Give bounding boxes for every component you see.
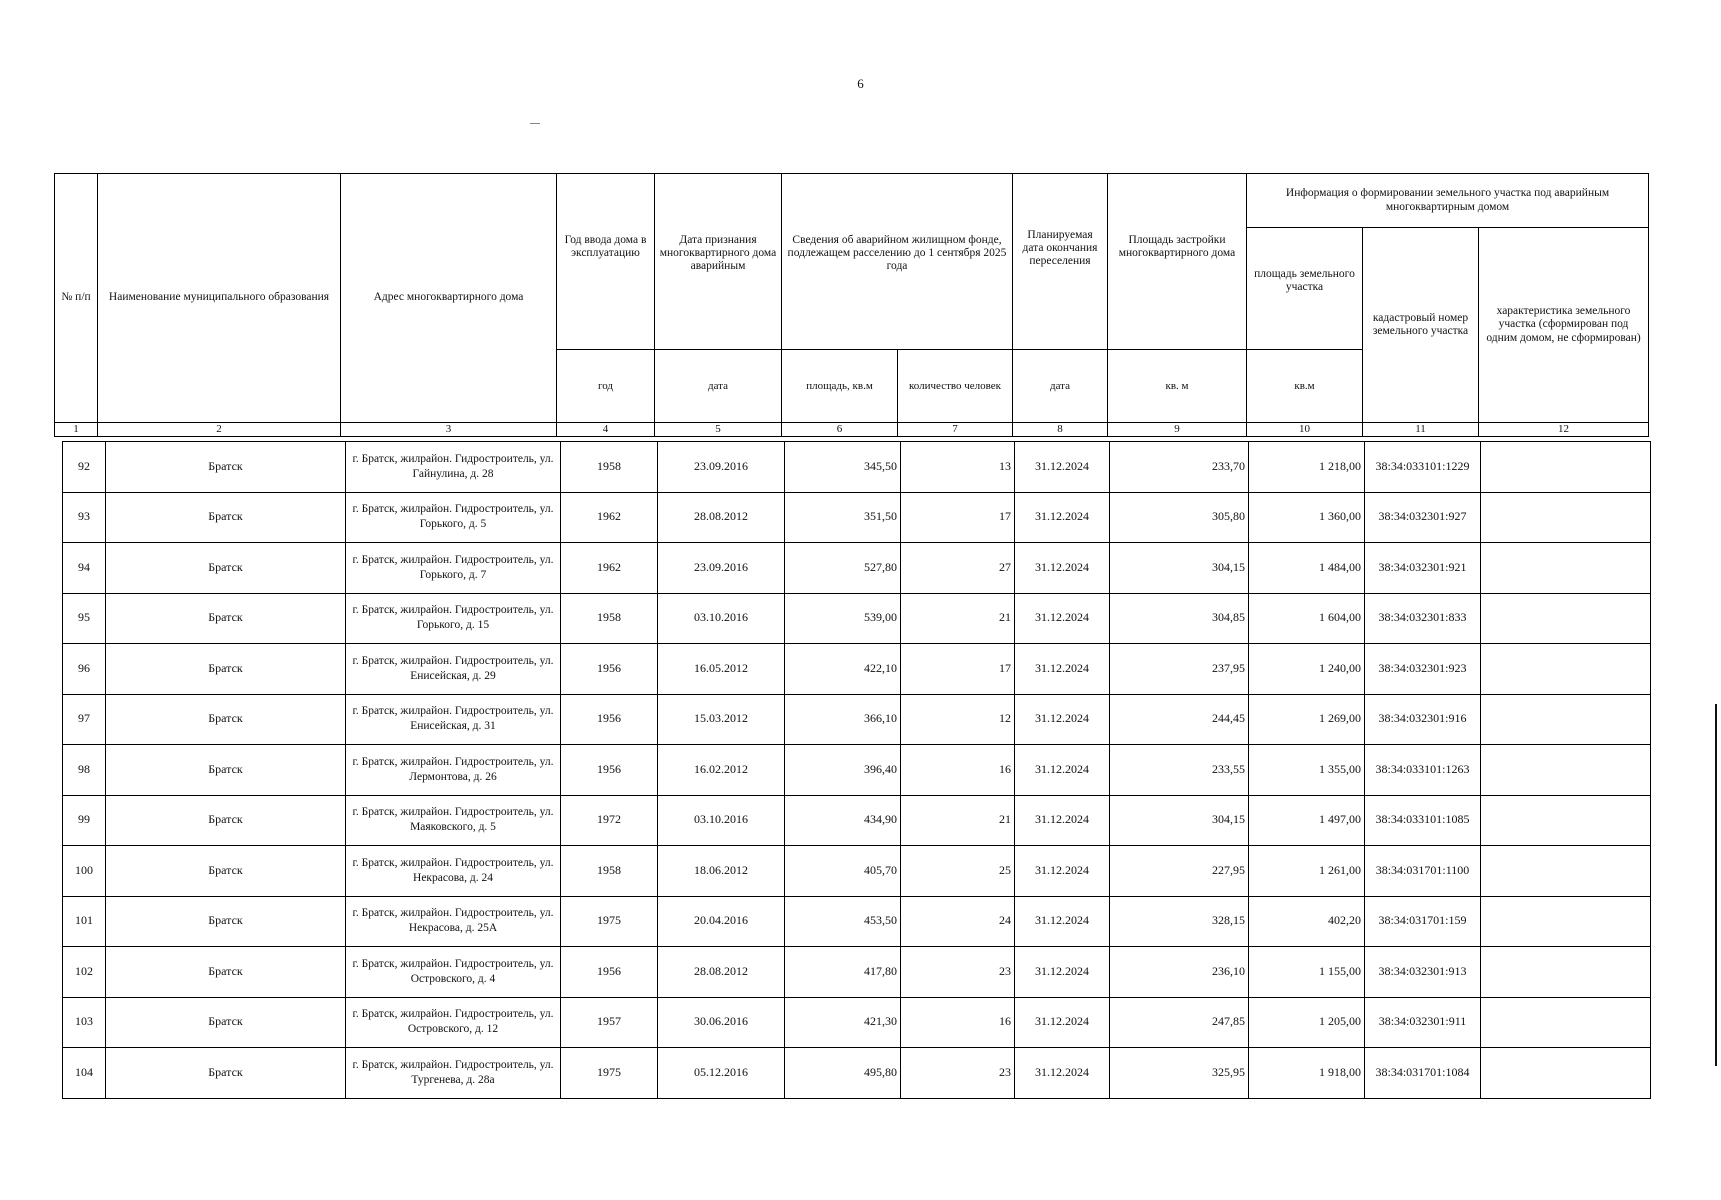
address-cell: г. Братск, жилрайон. Гидростроитель, ул. Некрасова, д. 24 — [346, 846, 561, 897]
land-characteristic-cell — [1481, 795, 1651, 846]
year-cell: 1956 — [561, 694, 658, 745]
cadastral-number-cell: 38:34:032301:833 — [1365, 593, 1481, 644]
unit-building-area: кв. м — [1108, 350, 1247, 423]
cadastral-number-cell: 38:34:033101:1085 — [1365, 795, 1481, 846]
row-number: 93 — [63, 492, 106, 543]
cadastral-number-cell: 38:34:032301:916 — [1365, 694, 1481, 745]
emergency-area-cell: 421,30 — [785, 997, 901, 1048]
data-table — [62, 441, 1651, 1099]
people-count-cell: 24 — [901, 896, 1015, 947]
column-number: 1 — [55, 423, 98, 437]
land-characteristic-cell — [1481, 492, 1651, 543]
row-number: 94 — [63, 543, 106, 594]
address-cell: г. Братск, жилрайон. Гидростроитель, ул. Енисейская, д. 31 — [346, 694, 561, 745]
emergency-area-cell: 366,10 — [785, 694, 901, 745]
building-area-cell: 244,45 — [1110, 694, 1249, 745]
land-characteristic-cell — [1481, 947, 1651, 998]
column-number: 5 — [655, 423, 782, 437]
land-area-cell: 1 497,00 — [1249, 795, 1365, 846]
header-num: № п/п — [55, 174, 98, 423]
year-cell: 1956 — [561, 947, 658, 998]
column-number: 3 — [341, 423, 557, 437]
municipality-cell: Братск — [106, 543, 346, 594]
planned-date-cell: 31.12.2024 — [1015, 1048, 1110, 1099]
cadastral-number-cell: 38:34:033101:1229 — [1365, 442, 1481, 493]
land-area-cell: 1 155,00 — [1249, 947, 1365, 998]
recognition-date-cell: 15.03.2012 — [658, 694, 785, 745]
municipality-cell: Братск — [106, 896, 346, 947]
unit-planned-date: дата — [1013, 350, 1108, 423]
building-area-cell: 328,15 — [1110, 896, 1249, 947]
header-municipality: Наименование муниципального образования — [98, 174, 341, 423]
table-row — [63, 442, 1651, 493]
emergency-area-cell: 351,50 — [785, 492, 901, 543]
land-characteristic-cell — [1481, 543, 1651, 594]
building-area-cell: 304,15 — [1110, 795, 1249, 846]
recognition-date-cell: 20.04.2016 — [658, 896, 785, 947]
address-cell: г. Братск, жилрайон. Гидростроитель, ул. Некрасова, д. 25А — [346, 896, 561, 947]
land-characteristic-cell — [1481, 896, 1651, 947]
recognition-date-cell: 05.12.2016 — [658, 1048, 785, 1099]
header-recognition-date: Дата признания многоквартирного дома аварийным — [655, 174, 782, 350]
table-row — [63, 896, 1651, 947]
recognition-date-cell: 18.06.2012 — [658, 846, 785, 897]
people-count-cell: 23 — [901, 947, 1015, 998]
year-cell: 1958 — [561, 846, 658, 897]
municipality-cell: Братск — [106, 694, 346, 745]
planned-date-cell: 31.12.2024 — [1015, 492, 1110, 543]
year-cell: 1957 — [561, 997, 658, 1048]
address-cell: г. Братск, жилрайон. Гидростроитель, ул. Горького, д. 7 — [346, 543, 561, 594]
scan-mark — [530, 123, 540, 124]
recognition-date-cell: 28.08.2012 — [658, 947, 785, 998]
planned-date-cell: 31.12.2024 — [1015, 795, 1110, 846]
municipality-cell: Братск — [106, 593, 346, 644]
address-cell: г. Братск, жилрайон. Гидростроитель, ул. Островского, д. 4 — [346, 947, 561, 998]
municipality-cell: Братск — [106, 492, 346, 543]
land-area-cell: 1 240,00 — [1249, 644, 1365, 695]
land-area-cell: 402,20 — [1249, 896, 1365, 947]
row-number: 99 — [63, 795, 106, 846]
header-year: Год ввода дома в эксплуатацию — [557, 174, 655, 350]
row-number: 92 — [63, 442, 106, 493]
cadastral-number-cell: 38:34:031701:1100 — [1365, 846, 1481, 897]
unit-year: год — [557, 350, 655, 423]
municipality-cell: Братск — [106, 846, 346, 897]
unit-people: количество человек — [898, 350, 1013, 423]
row-number: 101 — [63, 896, 106, 947]
emergency-area-cell: 405,70 — [785, 846, 901, 897]
municipality-cell: Братск — [106, 997, 346, 1048]
emergency-area-cell: 527,80 — [785, 543, 901, 594]
header-cadastral: кадастровый номер земельного участка — [1363, 228, 1479, 423]
table-row — [63, 947, 1651, 998]
address-cell: г. Братск, жилрайон. Гидростроитель, ул. Тургенева, д. 28а — [346, 1048, 561, 1099]
row-number: 97 — [63, 694, 106, 745]
planned-date-cell: 31.12.2024 — [1015, 997, 1110, 1048]
table-row — [63, 846, 1651, 897]
unit-date: дата — [655, 350, 782, 423]
land-characteristic-cell — [1481, 997, 1651, 1048]
planned-date-cell: 31.12.2024 — [1015, 644, 1110, 695]
land-area-cell: 1 205,00 — [1249, 997, 1365, 1048]
land-area-cell: 1 269,00 — [1249, 694, 1365, 745]
building-area-cell: 304,15 — [1110, 543, 1249, 594]
header-building-area: Площадь застройки многоквартирного дома — [1108, 174, 1247, 350]
cadastral-number-cell: 38:34:033101:1263 — [1365, 745, 1481, 796]
emergency-area-cell: 345,50 — [785, 442, 901, 493]
header-address: Адрес многоквартирного дома — [341, 174, 557, 423]
column-number: 12 — [1479, 423, 1649, 437]
building-area-cell: 304,85 — [1110, 593, 1249, 644]
cadastral-number-cell: 38:34:031701:1084 — [1365, 1048, 1481, 1099]
land-characteristic-cell — [1481, 694, 1651, 745]
building-area-cell: 237,95 — [1110, 644, 1249, 695]
building-area-cell: 325,95 — [1110, 1048, 1249, 1099]
people-count-cell: 27 — [901, 543, 1015, 594]
people-count-cell: 25 — [901, 846, 1015, 897]
land-area-cell: 1 918,00 — [1249, 1048, 1365, 1099]
land-area-cell: 1 484,00 — [1249, 543, 1365, 594]
land-area-cell: 1 604,00 — [1249, 593, 1365, 644]
table-row — [63, 745, 1651, 796]
cadastral-number-cell: 38:34:031701:159 — [1365, 896, 1481, 947]
address-cell: г. Братск, жилрайон. Гидростроитель, ул. Лермонтова, д. 26 — [346, 745, 561, 796]
table-row — [63, 543, 1651, 594]
building-area-cell: 247,85 — [1110, 997, 1249, 1048]
column-number: 8 — [1013, 423, 1108, 437]
emergency-area-cell: 453,50 — [785, 896, 901, 947]
row-number: 102 — [63, 947, 106, 998]
header-land-info: Информация о формировании земельного участка под аварийным многоквартирным домом — [1247, 174, 1649, 228]
column-number: 2 — [98, 423, 341, 437]
building-area-cell: 233,55 — [1110, 745, 1249, 796]
table-row — [63, 593, 1651, 644]
year-cell: 1958 — [561, 593, 658, 644]
people-count-cell: 21 — [901, 593, 1015, 644]
municipality-cell: Братск — [106, 442, 346, 493]
column-number: 6 — [782, 423, 898, 437]
year-cell: 1956 — [561, 745, 658, 796]
planned-date-cell: 31.12.2024 — [1015, 745, 1110, 796]
year-cell: 1958 — [561, 442, 658, 493]
cadastral-number-cell: 38:34:032301:911 — [1365, 997, 1481, 1048]
recognition-date-cell: 30.06.2016 — [658, 997, 785, 1048]
table-row — [63, 644, 1651, 695]
address-cell: г. Братск, жилрайон. Гидростроитель, ул. Гайнулина, д. 28 — [346, 442, 561, 493]
people-count-cell: 13 — [901, 442, 1015, 493]
recognition-date-cell: 16.05.2012 — [658, 644, 785, 695]
land-characteristic-cell — [1481, 442, 1651, 493]
planned-date-cell: 31.12.2024 — [1015, 896, 1110, 947]
people-count-cell: 16 — [901, 745, 1015, 796]
municipality-cell: Братск — [106, 947, 346, 998]
address-cell: г. Братск, жилрайон. Гидростроитель, ул. Островского, д. 12 — [346, 997, 561, 1048]
emergency-area-cell: 422,10 — [785, 644, 901, 695]
municipality-cell: Братск — [106, 795, 346, 846]
municipality-cell: Братск — [106, 745, 346, 796]
year-cell: 1972 — [561, 795, 658, 846]
row-number: 95 — [63, 593, 106, 644]
header-planned-date: Планируемая дата окончания переселения — [1013, 174, 1108, 350]
recognition-date-cell: 28.08.2012 — [658, 492, 785, 543]
recognition-date-cell: 23.09.2016 — [658, 442, 785, 493]
land-characteristic-cell — [1481, 846, 1651, 897]
cadastral-number-cell: 38:34:032301:927 — [1365, 492, 1481, 543]
recognition-date-cell: 16.02.2012 — [658, 745, 785, 796]
people-count-cell: 21 — [901, 795, 1015, 846]
emergency-area-cell: 396,40 — [785, 745, 901, 796]
building-area-cell: 233,70 — [1110, 442, 1249, 493]
cadastral-number-cell: 38:34:032301:923 — [1365, 644, 1481, 695]
address-cell: г. Братск, жилрайон. Гидростроитель, ул. Горького, д. 5 — [346, 492, 561, 543]
planned-date-cell: 31.12.2024 — [1015, 694, 1110, 745]
year-cell: 1956 — [561, 644, 658, 695]
recognition-date-cell: 23.09.2016 — [658, 543, 785, 594]
unit-area: площадь, кв.м — [782, 350, 898, 423]
land-area-cell: 1 218,00 — [1249, 442, 1365, 493]
planned-date-cell: 31.12.2024 — [1015, 543, 1110, 594]
people-count-cell: 12 — [901, 694, 1015, 745]
land-area-cell: 1 360,00 — [1249, 492, 1365, 543]
address-cell: г. Братск, жилрайон. Гидростроитель, ул. Горького, д. 15 — [346, 593, 561, 644]
cadastral-number-cell: 38:34:032301:921 — [1365, 543, 1481, 594]
column-number: 9 — [1108, 423, 1247, 437]
column-number: 4 — [557, 423, 655, 437]
emergency-area-cell: 495,80 — [785, 1048, 901, 1099]
recognition-date-cell: 03.10.2016 — [658, 593, 785, 644]
year-cell: 1975 — [561, 1048, 658, 1099]
recognition-date-cell: 03.10.2016 — [658, 795, 785, 846]
people-count-cell: 16 — [901, 997, 1015, 1048]
land-characteristic-cell — [1481, 593, 1651, 644]
building-area-cell: 236,10 — [1110, 947, 1249, 998]
column-number: 7 — [898, 423, 1013, 437]
land-area-cell: 1 355,00 — [1249, 745, 1365, 796]
header-emergency-fund: Сведения об аварийном жилищном фонде, подлежащем расселению до 1 сентября 2025 года — [782, 174, 1013, 350]
scan-edge-bar — [1715, 704, 1717, 1066]
people-count-cell: 17 — [901, 492, 1015, 543]
unit-land-area: кв.м — [1247, 350, 1363, 423]
building-area-cell: 305,80 — [1110, 492, 1249, 543]
row-number: 96 — [63, 644, 106, 695]
header-land-area: площадь земельного участка — [1247, 228, 1363, 350]
row-number: 98 — [63, 745, 106, 796]
header-table — [54, 173, 1649, 437]
table-row — [63, 795, 1651, 846]
header-characteristic: характеристика земельного участка (сформирован под одним домом, не сформирован) — [1479, 228, 1649, 423]
table-row — [63, 694, 1651, 745]
cadastral-number-cell: 38:34:032301:913 — [1365, 947, 1481, 998]
column-number: 11 — [1363, 423, 1479, 437]
emergency-area-cell: 434,90 — [785, 795, 901, 846]
row-number: 103 — [63, 997, 106, 1048]
emergency-area-cell: 417,80 — [785, 947, 901, 998]
page-number: 6 — [857, 76, 864, 91]
people-count-cell: 23 — [901, 1048, 1015, 1099]
planned-date-cell: 31.12.2024 — [1015, 593, 1110, 644]
land-characteristic-cell — [1481, 644, 1651, 695]
land-characteristic-cell — [1481, 1048, 1651, 1099]
row-number: 104 — [63, 1048, 106, 1099]
municipality-cell: Братск — [106, 644, 346, 695]
column-number: 10 — [1247, 423, 1363, 437]
row-number: 100 — [63, 846, 106, 897]
emergency-area-cell: 539,00 — [785, 593, 901, 644]
address-cell: г. Братск, жилрайон. Гидростроитель, ул. Маяковского, д. 5 — [346, 795, 561, 846]
table-row — [63, 492, 1651, 543]
year-cell: 1962 — [561, 543, 658, 594]
building-area-cell: 227,95 — [1110, 846, 1249, 897]
table-row — [63, 1048, 1651, 1099]
municipality-cell: Братск — [106, 1048, 346, 1099]
land-characteristic-cell — [1481, 745, 1651, 796]
land-area-cell: 1 261,00 — [1249, 846, 1365, 897]
year-cell: 1962 — [561, 492, 658, 543]
planned-date-cell: 31.12.2024 — [1015, 442, 1110, 493]
planned-date-cell: 31.12.2024 — [1015, 846, 1110, 897]
planned-date-cell: 31.12.2024 — [1015, 947, 1110, 998]
table-row — [63, 997, 1651, 1048]
people-count-cell: 17 — [901, 644, 1015, 695]
year-cell: 1975 — [561, 896, 658, 947]
address-cell: г. Братск, жилрайон. Гидростроитель, ул. Енисейская, д. 29 — [346, 644, 561, 695]
